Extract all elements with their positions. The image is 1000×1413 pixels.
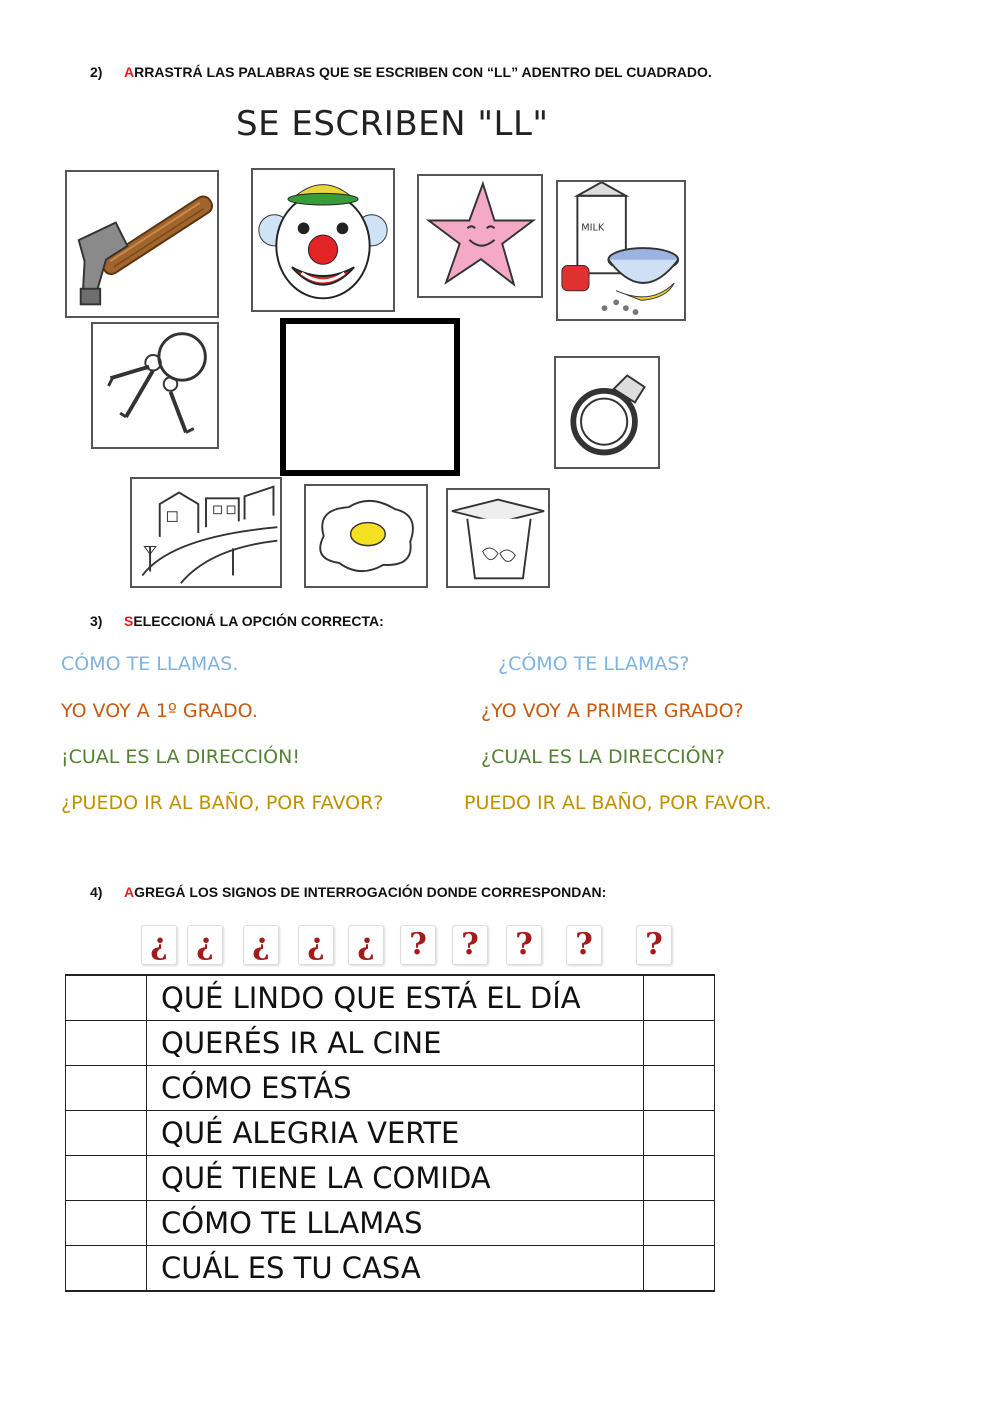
opening-question-mark-chip[interactable]: ¿: [348, 925, 384, 965]
milk-label: MILK: [581, 222, 605, 234]
closing-drop-slot[interactable]: [644, 1021, 715, 1066]
opening-drop-slot[interactable]: [66, 1201, 147, 1246]
phrase-cell: CÓMO ESTÁS: [147, 1066, 644, 1111]
closing-drop-slot[interactable]: [644, 1156, 715, 1201]
section-3-first-letter: S: [124, 613, 134, 629]
opening-drop-slot[interactable]: [66, 975, 147, 1021]
section-4-first-letter: A: [124, 884, 135, 900]
table-row: [66, 1066, 715, 1111]
closing-drop-slot[interactable]: [644, 1201, 715, 1246]
section-3-heading: [90, 613, 384, 629]
clown-face-icon: [253, 170, 393, 310]
phrase-cell: QUERÉS IR AL CINE: [147, 1021, 644, 1066]
table-row: [66, 1021, 715, 1066]
star-card[interactable]: [417, 174, 543, 298]
closing-question-mark-chip[interactable]: ?: [636, 925, 672, 965]
table-row: [66, 1111, 715, 1156]
table-row: [66, 1246, 715, 1292]
closing-drop-slot[interactable]: [644, 1111, 715, 1156]
section-2-heading: [90, 64, 712, 80]
opening-question-mark-chip[interactable]: ¿: [187, 925, 223, 965]
opening-drop-slot[interactable]: [66, 1246, 147, 1292]
opening-question-mark-chip[interactable]: ¿: [298, 925, 334, 965]
ring-icon: [556, 358, 658, 467]
option-1-right[interactable]: ¿CÓMO TE LLAMAS?: [498, 653, 690, 675]
closing-question-mark-chip[interactable]: ?: [566, 925, 602, 965]
phrase-cell: QUÉ TIENE LA COMIDA: [147, 1156, 644, 1201]
closing-question-mark-chip[interactable]: ?: [400, 925, 436, 965]
table-row: [66, 1156, 715, 1201]
ring-card[interactable]: [554, 356, 660, 469]
closing-drop-slot[interactable]: [644, 1066, 715, 1111]
phrase-cell: QUÉ ALEGRIA VERTE: [147, 1111, 644, 1156]
option-2-right[interactable]: ¿YO VOY A PRIMER GRADO?: [481, 700, 744, 722]
ll-drop-box[interactable]: [280, 318, 460, 476]
closing-question-mark-chip[interactable]: ?: [506, 925, 542, 965]
hammer-card[interactable]: [65, 170, 219, 318]
option-4-left[interactable]: ¿PUEDO IR AL BAÑO, POR FAVOR?: [61, 792, 384, 814]
ll-box-title: SE ESCRIBEN "LL": [236, 104, 549, 144]
section-4-heading: [90, 884, 606, 900]
street-card[interactable]: [130, 477, 282, 588]
closing-drop-slot[interactable]: [644, 975, 715, 1021]
option-3-left[interactable]: ¡CUAL ES LA DIRECCIÓN!: [61, 746, 300, 768]
clown-card[interactable]: [251, 168, 395, 312]
keys-card[interactable]: [91, 322, 219, 449]
section-4-instruction: GREGÁ LOS SIGNOS DE INTERROGACIÓN DONDE CORRESPONDAN:: [134, 884, 607, 900]
opening-drop-slot[interactable]: [66, 1156, 147, 1201]
section-2-first-letter: A: [124, 64, 135, 80]
phrase-cell: CÓMO TE LLAMAS: [147, 1201, 644, 1246]
section-2-instruction: RRASTRÁ LAS PALABRAS QUE SE ESCRIBEN CON “LL” ADENTRO DEL CUADRADO.: [134, 64, 712, 80]
section-3-instruction: ELECCIONÁ LA OPCIÓN CORRECTA:: [133, 613, 384, 629]
street-icon: [132, 479, 280, 586]
yogurt-icon: [448, 490, 548, 586]
yogurt-card[interactable]: [446, 488, 550, 588]
fried-egg-icon: [306, 486, 426, 586]
fried-egg-card[interactable]: [304, 484, 428, 588]
option-4-right[interactable]: PUEDO IR AL BAÑO, POR FAVOR.: [464, 792, 772, 814]
star-icon: [419, 176, 541, 296]
opening-drop-slot[interactable]: [66, 1111, 147, 1156]
option-3-right[interactable]: ¿CUAL ES LA DIRECCIÓN?: [481, 746, 725, 768]
section-2-number: 2): [90, 64, 103, 80]
opening-question-mark-chip[interactable]: ¿: [141, 925, 177, 965]
option-2-left[interactable]: YO VOY A 1º GRADO.: [61, 700, 258, 722]
closing-drop-slot[interactable]: [644, 1246, 715, 1292]
table-row: [66, 975, 715, 1021]
option-1-left[interactable]: CÓMO TE LLAMAS.: [61, 653, 239, 675]
hammer-icon: [67, 172, 217, 316]
opening-question-mark-chip[interactable]: ¿: [243, 925, 279, 965]
section-3-number: 3): [90, 613, 103, 629]
keys-icon: [93, 324, 217, 447]
table-row: [66, 1201, 715, 1246]
question-marks-table: [65, 974, 715, 1292]
phrase-cell: QUÉ LINDO QUE ESTÁ EL DÍA: [147, 975, 644, 1021]
opening-drop-slot[interactable]: [66, 1021, 147, 1066]
opening-drop-slot[interactable]: [66, 1066, 147, 1111]
phrase-cell: CUÁL ES TU CASA: [147, 1246, 644, 1292]
breakfast-card[interactable]: [556, 180, 686, 321]
closing-question-mark-chip[interactable]: ?: [452, 925, 488, 965]
section-4-number: 4): [90, 884, 103, 900]
breakfast-icon: [558, 182, 684, 319]
